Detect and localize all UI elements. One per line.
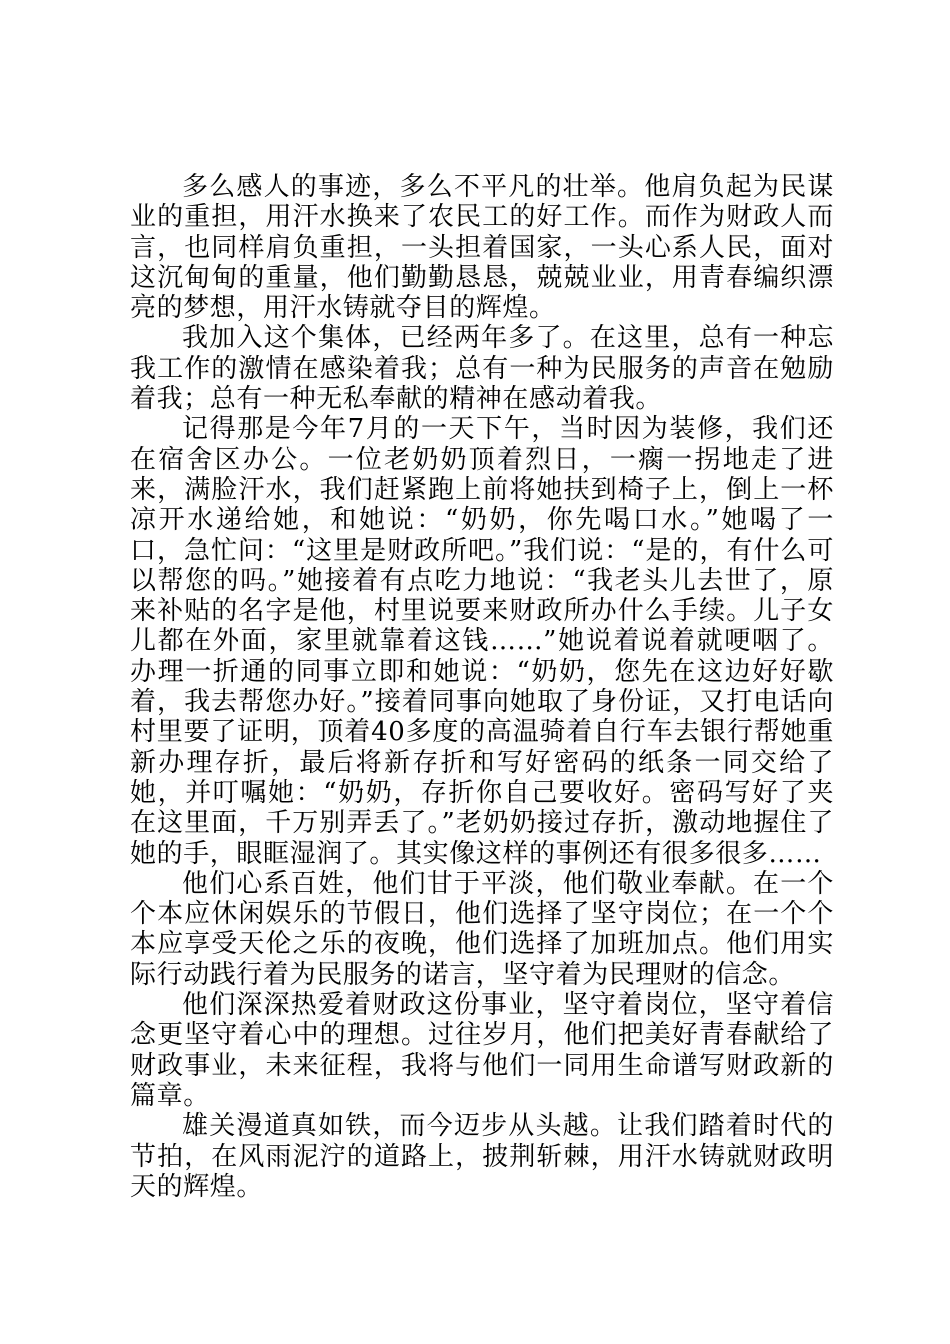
paragraph-3: 记得那是今年7月的一天下午，当时因为装修，我们还在宿舍区办公。一位老奶奶顶着烈日，一瘸一拐地走了进来，满脸汗水，我们赶紧跑上前将她扶到椅子上，倒上一杯凉开水递给她，和她说：“奶奶，你先喝口水。”她喝了一口，急忙问：“这里是财政所吧。”我们说：“是的，有什么可以帮您的吗。”她接着有点吃力地说：“我老头儿去世了，原来补贴的名字是他，村里说要来财政所办什么手续。儿子女儿都在外面，家里就靠着这钱……”她说着说着就哽咽了。办理一折通的同事立即和她说：“奶奶，您先在这边好好歇着，我去帮您办好。”接着同事向她取了身份证，又打电话向村里要了证明，顶着40多度的高温骑着自行车去银行帮她重新办理存折，最后将新存折和写好密码的纸条一同交给了她，并叮嘱她：“奶奶，存折你自己要收好。密码写好了夹在这里面，千万别弄丢了。”老奶奶接过存折，激动地握住了她的手，眼眶湿润了。其实像这样的事例还有很多很多…… [130,414,834,869]
paragraph-5: 他们深深热爱着财政这份事业，坚守着岗位，坚守着信念更坚守着心中的理想。过往岁月，他们把美好青春献给了财政事业，未来征程，我将与他们一同用生命谱写财政新的篇章。 [130,990,834,1111]
document-body [130,172,834,1202]
paragraph-4: 他们心系百姓，他们甘于平淡，他们敬业奉献。在一个个本应休闲娱乐的节假日，他们选择了坚守岗位；在一个个本应享受天伦之乐的夜晚，他们选择了加班加点。他们用实际行动践行着为民服务的诺言，坚守着为民理财的信念。 [130,868,834,990]
paragraph-1: 多么感人的事迹，多么不平凡的壮举。他肩负起为民谋业的重担，用汗水换来了农民工的好工作。而作为财政人而言，也同样肩负重担，一头担着国家，一头心系人民，面对这沉甸甸的重量，他们勤勤恳恳，兢兢业业，用青春编织漂亮的梦想，用汗水铸就夺目的辉煌。 [130,172,834,324]
paragraph-2: 我加入这个集体，已经两年多了。在这里，总有一种忘我工作的激情在感染着我；总有一种为民服务的声音在勉励着我；总有一种无私奉献的精神在感动着我。 [130,323,834,415]
paragraph-6: 雄关漫道真如铁，而今迈步从头越。让我们踏着时代的节拍，在风雨泥泞的道路上，披荆斩棘，用汗水铸就财政明天的辉煌。 [130,1111,834,1202]
